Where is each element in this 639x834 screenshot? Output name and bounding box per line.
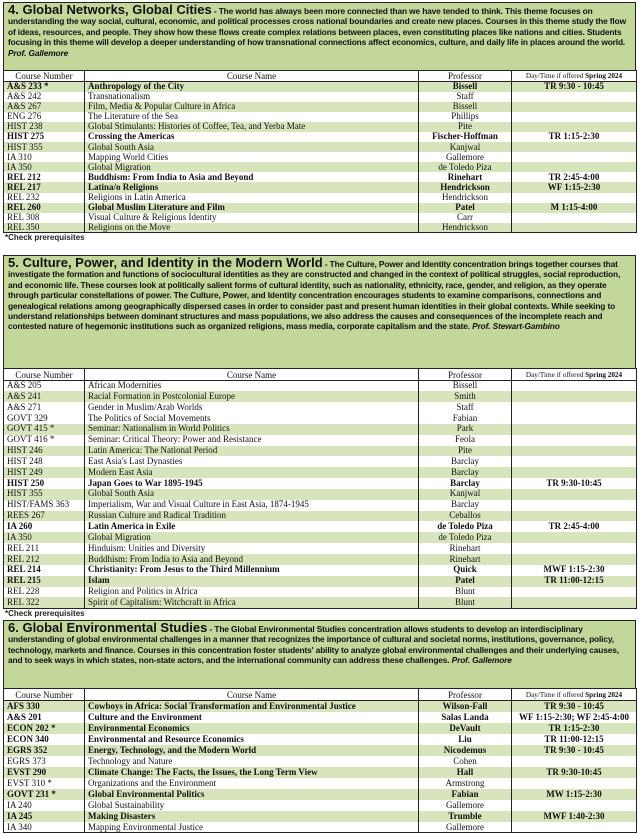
table-row xyxy=(4,554,637,565)
course-number: REL 350 xyxy=(4,223,85,233)
course-number: A&S 242 xyxy=(4,92,85,102)
course-name: Global Migration xyxy=(85,162,419,172)
course-professor: Bissell xyxy=(419,82,512,92)
course-number: HIST 355 xyxy=(4,142,85,152)
course-professor: Gallemore xyxy=(419,800,512,811)
course-number: ECON 340 xyxy=(4,734,85,745)
table-row xyxy=(4,723,637,734)
course-time xyxy=(512,424,637,435)
course-professor: Armstrong xyxy=(419,778,512,789)
time-header-prefix: Day/Time if offered xyxy=(525,72,586,80)
section-global-environmental-studies xyxy=(3,620,636,833)
course-time xyxy=(512,587,637,598)
course-professor: Hendrickson xyxy=(419,182,512,192)
course-number: A&S 233 * xyxy=(4,82,85,92)
section-global-networks xyxy=(3,2,636,242)
table-row xyxy=(4,223,637,233)
course-professor: Rinehart xyxy=(419,543,512,554)
course-time xyxy=(512,122,637,132)
course-number: EGRS 373 xyxy=(4,756,85,767)
course-name: East Asia's Last Dynasties xyxy=(85,456,419,467)
course-time: TR 1:15-2:30 xyxy=(512,132,637,142)
course-professor: Pite xyxy=(419,122,512,132)
course-professor: Blunt xyxy=(419,597,512,608)
course-time: MWF 1:15-2:30 xyxy=(512,565,637,576)
course-number: HIST 355 xyxy=(4,489,85,500)
course-number: REL 215 xyxy=(4,576,85,587)
course-professor: Rinehart xyxy=(419,554,512,565)
course-professor: Hall xyxy=(419,767,512,778)
course-professor: de Toledo Piza xyxy=(419,521,512,532)
course-number: HIST 246 xyxy=(4,446,85,457)
course-professor: Staff xyxy=(419,402,512,413)
table-row xyxy=(4,811,637,822)
course-time xyxy=(512,467,637,478)
course-time xyxy=(512,456,637,467)
table-row xyxy=(4,82,637,92)
table-row xyxy=(4,435,637,446)
course-professor: Carr xyxy=(419,213,512,223)
course-name: Religions in Latin America xyxy=(85,193,419,203)
course-professor: Salas Landa xyxy=(419,712,512,723)
theme-title: 4. Global Networks, Global Cities xyxy=(8,2,212,17)
column-header-professor: Professor xyxy=(419,369,512,381)
course-name: Mapping World Cities xyxy=(85,152,419,162)
course-professor: Cohen xyxy=(419,756,512,767)
course-time xyxy=(512,402,637,413)
course-time xyxy=(512,102,637,112)
course-name: Russian Culture and Radical Tradition xyxy=(85,511,419,522)
column-header-name: Course Name xyxy=(85,689,419,701)
column-header-number: Course Number xyxy=(4,689,85,701)
table-row xyxy=(4,446,637,457)
column-header-time xyxy=(512,689,637,701)
course-time: TR 9:30-10:45 xyxy=(512,767,637,778)
table-row xyxy=(4,467,637,478)
course-professor: Gallemore xyxy=(419,822,512,833)
course-professor: Gallemore xyxy=(419,152,512,162)
column-header-time xyxy=(512,369,637,381)
course-number: ENG 276 xyxy=(4,112,85,122)
course-name: Energy, Technology, and the Modern World xyxy=(85,745,419,756)
course-professor: Fischer-Hoffman xyxy=(419,132,512,142)
column-header-professor: Professor xyxy=(419,71,512,82)
course-time: TR 1:15-2:30 xyxy=(512,723,637,734)
course-professor: Fabian xyxy=(419,413,512,424)
course-time xyxy=(512,162,637,172)
course-time xyxy=(512,435,637,446)
course-number: A&S 271 xyxy=(4,402,85,413)
course-time xyxy=(512,446,637,457)
course-number: REL 211 xyxy=(4,543,85,554)
course-time xyxy=(512,554,637,565)
course-time: TR 9:30 - 10:45 xyxy=(512,701,637,712)
table-row xyxy=(4,756,637,767)
course-professor: Bissell xyxy=(419,381,512,392)
course-table xyxy=(3,368,637,609)
table-row xyxy=(4,745,637,756)
course-number: REL 217 xyxy=(4,182,85,192)
course-number: IA 260 xyxy=(4,521,85,532)
course-professor: Hendrickson xyxy=(419,223,512,233)
course-time: MWF 1:40-2:30 xyxy=(512,811,637,822)
table-row xyxy=(4,402,637,413)
column-header-professor: Professor xyxy=(419,689,512,701)
course-name: Religion and Politics in Africa xyxy=(85,587,419,598)
course-professor: Quick xyxy=(419,565,512,576)
course-number: IA 310 xyxy=(4,152,85,162)
table-row xyxy=(4,172,637,182)
course-professor: Smith xyxy=(419,391,512,402)
course-name: Visual Culture & Religious Identity xyxy=(85,213,419,223)
course-name: Organizations and the Environment xyxy=(85,778,419,789)
course-number: REL 212 xyxy=(4,554,85,565)
course-professor: Blunt xyxy=(419,587,512,598)
theme-description: - The world has always been more connected than we have tended to think. This theme focuses on understanding the way social, cultural, economic, and political processes cross national boundaries and create new places. Courses in this theme study the flow of ideas, resources, and people. They show how these flows create complex relations between places, even constituting places like nations and cities. Students focusing in this theme will develop a deeper understanding of how transnational connections affect economics, culture, and daily life in places around the world. xyxy=(8,6,626,48)
course-name: Japan Goes to War 1895-1945 xyxy=(85,478,419,489)
course-professor: Pite xyxy=(419,446,512,457)
table-row xyxy=(4,778,637,789)
course-name: The Literature of the Sea xyxy=(85,112,419,122)
course-time xyxy=(512,112,637,122)
course-time: TR 9:30 - 10:45 xyxy=(512,82,637,92)
course-name: Latina/o Religions xyxy=(85,182,419,192)
course-number: A&S 267 xyxy=(4,102,85,112)
course-name: Technology and Nature xyxy=(85,756,419,767)
course-time xyxy=(512,223,637,233)
course-time: MW 1:15-2:30 xyxy=(512,789,637,800)
course-time xyxy=(512,193,637,203)
course-name: Environmental Economics xyxy=(85,723,419,734)
table-row xyxy=(4,587,637,598)
course-number: REL 214 xyxy=(4,565,85,576)
course-name: Buddhism: From India to Asia and Beyond xyxy=(85,554,419,565)
time-header-term: Spring 2024 xyxy=(585,690,623,699)
course-number: REL 322 xyxy=(4,597,85,608)
theme-signature: Prof. Gallemore xyxy=(8,47,69,58)
course-professor: Trumble xyxy=(419,811,512,822)
course-number: IA 245 xyxy=(4,811,85,822)
course-number: HIST/FAMS 363 xyxy=(4,500,85,511)
course-number: HIST 238 xyxy=(4,122,85,132)
course-name: Hinduism: Unities and Diversity xyxy=(85,543,419,554)
course-name: Seminar: Critical Theory: Power and Resistance xyxy=(85,435,419,446)
course-name: Mapping Environmental Justice xyxy=(85,822,419,833)
table-row xyxy=(4,478,637,489)
course-time: TR 2:45-4:00 xyxy=(512,521,637,532)
course-time xyxy=(512,381,637,392)
course-time xyxy=(512,142,637,152)
theme-description: - The Culture, Power and Identity concentration brings together courses that investigate the formation and functions of sociocultural identities as they are constructed and changed in the context of political struggles, social reproduction, and economic life. These courses look at politically salient forms of cultural identity, such as nationality, ethnicity, race, gender, and religion, as they operate through particular constellations of power. The Culture, Power, and Identity concentration encourages students to examine comparisons, connections and genealogical relations among geographically dispersed cases in order to consider past and present human identities in their global contexts. While seeking to understand relationships between dominant structures and mass populations, we also address the causes and consequences of the incomplete reach and contested nature of hegemonic institutions such as organized religions, mass media, corporate capitalism and the state. xyxy=(8,259,621,332)
theme-title: 6. Global Environmental Studies xyxy=(8,620,208,635)
footnote: *Check prerequisites xyxy=(5,608,85,618)
course-time xyxy=(512,543,637,554)
table-row xyxy=(4,734,637,745)
course-professor: Barclay xyxy=(419,478,512,489)
course-professor: Wilson-Fall xyxy=(419,701,512,712)
course-number: IA 340 xyxy=(4,822,85,833)
course-name: Latin America in Exile xyxy=(85,521,419,532)
course-name: Global South Asia xyxy=(85,489,419,500)
course-number: EGRS 352 xyxy=(4,745,85,756)
course-time xyxy=(512,822,637,833)
course-name: Making Disasters xyxy=(85,811,419,822)
column-header-number: Course Number xyxy=(4,369,85,381)
column-header-name: Course Name xyxy=(85,71,419,82)
course-table xyxy=(3,70,637,233)
course-time xyxy=(512,756,637,767)
table-row xyxy=(4,203,637,213)
table-row xyxy=(4,413,637,424)
course-professor: Nicodemus xyxy=(419,745,512,756)
course-time xyxy=(512,391,637,402)
course-professor: Patel xyxy=(419,203,512,213)
course-professor: Staff xyxy=(419,92,512,102)
course-name: Global Environmental Politics xyxy=(85,789,419,800)
course-number: EVST 290 xyxy=(4,767,85,778)
course-professor: Park xyxy=(419,424,512,435)
table-row xyxy=(4,767,637,778)
table-row xyxy=(4,381,637,392)
table-row xyxy=(4,576,637,587)
table-row xyxy=(4,132,637,142)
table-row xyxy=(4,456,637,467)
course-time: M 1:15-4:00 xyxy=(512,203,637,213)
table-header-row xyxy=(4,689,637,701)
course-professor: de Toledo Piza xyxy=(419,162,512,172)
course-name: Latin America: The National Period xyxy=(85,446,419,457)
course-name: Gender in Muslim/Arab Worlds xyxy=(85,402,419,413)
column-header-number: Course Number xyxy=(4,71,85,82)
course-professor: Barclay xyxy=(419,467,512,478)
course-number: A&S 201 xyxy=(4,712,85,723)
course-time xyxy=(512,213,637,223)
theme-description: - The Global Environmental Studies concentration allows students to develop an interdisciplinary understanding of global environmental challenges in a manner that recognizes the importance of cultural and societal norms, institutions, governance, policy, technology, markets and finance. Courses in this concentration foster students' ability to analyze global environmental challenges and their underlying causes, and to seek ways in which states, non-state actors, and the international community can address these challenges. xyxy=(8,624,619,666)
course-number: GOVT 231 * xyxy=(4,789,85,800)
course-professor: Phillips xyxy=(419,112,512,122)
table-row xyxy=(4,102,637,112)
course-professor: Ceballos xyxy=(419,511,512,522)
course-time xyxy=(512,511,637,522)
course-number: GOVT 416 * xyxy=(4,435,85,446)
course-name: Seminar: Nationalism in World Politics xyxy=(85,424,419,435)
theme-description-box xyxy=(3,620,636,688)
course-number: HIST 249 xyxy=(4,467,85,478)
table-row xyxy=(4,565,637,576)
course-number: EVST 310 * xyxy=(4,778,85,789)
course-number: HIST 248 xyxy=(4,456,85,467)
course-number: ECON 202 * xyxy=(4,723,85,734)
footnote: *Check prerequisites xyxy=(5,233,85,243)
course-time xyxy=(512,532,637,543)
time-header-term: Spring 2024 xyxy=(585,370,623,379)
table-row xyxy=(4,822,637,833)
time-header-prefix: Day/Time if offered xyxy=(525,690,586,699)
table-row xyxy=(4,532,637,543)
course-time: TR 11:00-12:15 xyxy=(512,734,637,745)
course-name: Environmental and Resource Economics xyxy=(85,734,419,745)
time-header-term: Spring 2024 xyxy=(585,72,623,80)
course-professor: Feola xyxy=(419,435,512,446)
course-number: A&S 205 xyxy=(4,381,85,392)
theme-description-box xyxy=(3,255,636,368)
course-number: REL 212 xyxy=(4,172,85,182)
course-professor: Liu xyxy=(419,734,512,745)
table-header-row xyxy=(4,71,637,82)
course-professor: Patel xyxy=(419,576,512,587)
course-time: TR 2:45-4:00 xyxy=(512,172,637,182)
table-row xyxy=(4,500,637,511)
table-row xyxy=(4,511,637,522)
course-name: Transnationalism xyxy=(85,92,419,102)
course-number: REL 308 xyxy=(4,213,85,223)
course-name: Modern East Asia xyxy=(85,467,419,478)
course-name: Religions on the Move xyxy=(85,223,419,233)
course-professor: de Toledo Piza xyxy=(419,532,512,543)
course-name: Climate Change: The Facts, the Issues, the Long Term View xyxy=(85,767,419,778)
course-number: REES 267 xyxy=(4,511,85,522)
course-professor: Hendrickson xyxy=(419,193,512,203)
course-name: Spirit of Capitalism: Witchcraft in Africa xyxy=(85,597,419,608)
course-name: Racial Formation in Postcolonial Europe xyxy=(85,391,419,402)
table-row xyxy=(4,800,637,811)
course-number: GOVT 329 xyxy=(4,413,85,424)
course-professor: Fabian xyxy=(419,789,512,800)
course-name: African Modernities xyxy=(85,381,419,392)
course-number: IA 240 xyxy=(4,800,85,811)
course-time xyxy=(512,778,637,789)
column-header-time xyxy=(512,71,637,82)
table-row xyxy=(4,182,637,192)
table-row xyxy=(4,424,637,435)
course-name: Buddhism: From India to Asia and Beyond xyxy=(85,172,419,182)
table-row xyxy=(4,489,637,500)
course-name: Culture and the Environment xyxy=(85,712,419,723)
course-professor: Barclay xyxy=(419,456,512,467)
course-time: WF 1:15-2:30; WF 2:45-4:00 xyxy=(512,712,637,723)
course-name: Global Muslim Literature and Film xyxy=(85,203,419,213)
table-row xyxy=(4,789,637,800)
theme-signature: Prof. Stewart-Gambino xyxy=(472,321,560,332)
table-row xyxy=(4,162,637,172)
course-number: HIST 275 xyxy=(4,132,85,142)
table-header-row xyxy=(4,369,637,381)
course-number: REL 232 xyxy=(4,193,85,203)
course-professor: Barclay xyxy=(419,500,512,511)
table-row xyxy=(4,213,637,223)
course-number: A&S 241 xyxy=(4,391,85,402)
theme-description-box xyxy=(3,2,636,70)
course-number: REL 260 xyxy=(4,203,85,213)
table-row xyxy=(4,597,637,608)
table-row xyxy=(4,712,637,723)
course-professor: Kanjwal xyxy=(419,142,512,152)
course-number: GOVT 415 * xyxy=(4,424,85,435)
course-time: TR 11:00-12:15 xyxy=(512,576,637,587)
table-row xyxy=(4,112,637,122)
course-time xyxy=(512,92,637,102)
table-row xyxy=(4,391,637,402)
course-time: TR 9:30-10:45 xyxy=(512,478,637,489)
theme-title: 5. Culture, Power, and Identity in the Modern World xyxy=(8,255,323,270)
course-time xyxy=(512,500,637,511)
table-row xyxy=(4,92,637,102)
course-professor: DeVault xyxy=(419,723,512,734)
course-name: Global South Asia xyxy=(85,142,419,152)
course-name: Cowboys in Africa: Social Transformation and Environmental Justice xyxy=(85,701,419,712)
course-professor: Kanjwal xyxy=(419,489,512,500)
course-time xyxy=(512,800,637,811)
course-professor: Bissell xyxy=(419,102,512,112)
course-number: AFS 330 xyxy=(4,701,85,712)
course-name: Global Migration xyxy=(85,532,419,543)
column-header-name: Course Name xyxy=(85,369,419,381)
course-professor: Rinehart xyxy=(419,172,512,182)
course-time: TR 9:30 - 10:45 xyxy=(512,745,637,756)
course-name: Crossing the Americas xyxy=(85,132,419,142)
table-row xyxy=(4,142,637,152)
theme-signature: Prof. Gallemore xyxy=(451,655,512,666)
time-header-prefix: Day/Time if offered xyxy=(525,370,586,379)
course-name: Global Sustainability xyxy=(85,800,419,811)
course-table xyxy=(3,688,637,833)
course-name: Global Stimulants: Histories of Coffee, Tea, and Yerba Mate xyxy=(85,122,419,132)
course-name: The Politics of Social Movements xyxy=(85,413,419,424)
course-name: Anthropology of the City xyxy=(85,82,419,92)
course-time xyxy=(512,152,637,162)
course-number: HIST 250 xyxy=(4,478,85,489)
table-row xyxy=(4,543,637,554)
course-number: IA 350 xyxy=(4,162,85,172)
course-time xyxy=(512,413,637,424)
course-name: Christianity: From Jesus to the Third Millennium xyxy=(85,565,419,576)
table-row xyxy=(4,521,637,532)
course-time: WF 1:15-2:30 xyxy=(512,182,637,192)
course-number: IA 350 xyxy=(4,532,85,543)
course-time xyxy=(512,597,637,608)
table-row xyxy=(4,193,637,203)
course-time xyxy=(512,489,637,500)
course-number: REL 228 xyxy=(4,587,85,598)
table-row xyxy=(4,701,637,712)
table-row xyxy=(4,122,637,132)
course-name: Imperialism, War and Visual Culture in East Asia, 1874-1945 xyxy=(85,500,419,511)
table-row xyxy=(4,152,637,162)
course-name: Islam xyxy=(85,576,419,587)
course-name: Film, Media & Popular Culture in Africa xyxy=(85,102,419,112)
section-culture-power-identity xyxy=(3,255,636,618)
